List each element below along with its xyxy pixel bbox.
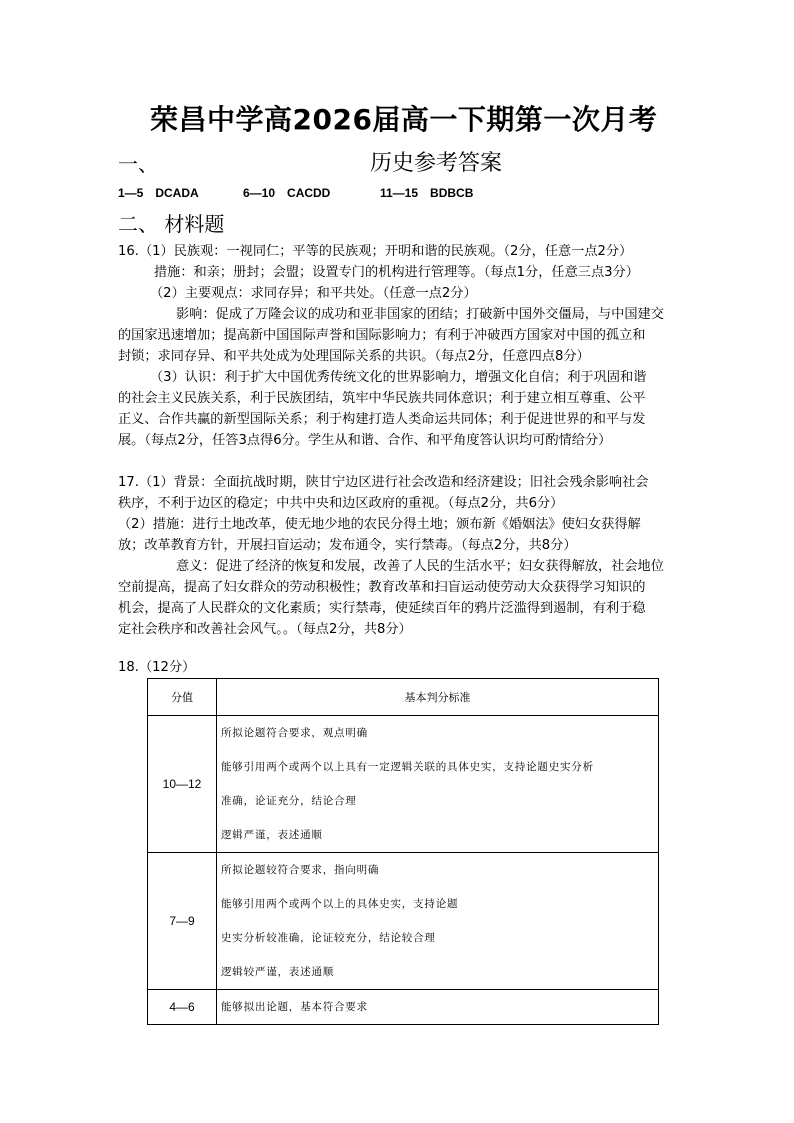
q18-heading: 18.（12分） [118,660,196,675]
answer-group-1: 1—5 DCADA [118,186,199,200]
criteria-line: 能够引用两个或两个以上具有一定逻辑关联的具体史实，支持论题史实分析 [221,761,594,773]
q17-line-4: 放；改革教育方针，开展扫盲运动；发布通令，实行禁毒。（每点2分，共8分） [118,538,577,553]
q16-line-2: 措施：和亲；册封；会盟；设置专门的机构进行管理等。（每点1分，任意三点3分） [154,265,639,280]
criteria-line: 能够引用两个或两个以上的具体史实，支持论题 [221,898,459,910]
section-1-number: 一、 [118,152,158,176]
table-header-row [148,679,659,716]
q17-line-1: 17.（1）背景：全面抗战时期，陕甘宁边区进行社会改造和经济建设；旧社会残余影响社会 [118,475,649,490]
criteria-line: 逻辑较严谨，表述通顺 [221,966,334,978]
criteria-line: 所拟论题符合要求，观点明确 [221,727,368,739]
q17-line-5: 意义：促进了经济的恢复和发展，改善了人民的生活水平；妇女获得解放，社会地位 [176,559,664,574]
q17-line-7: 机会，提高了人民群众的文化素质；实行禁毒，使延续百年的鸦片泛滥得到遏制，有利于稳 [118,601,646,616]
q17-line-3: （2）措施：进行土地改革，使无地少地的农民分得土地；颁布新《婚姻法》使妇女获得解 [118,517,641,532]
score-range: 10—12 [148,716,217,853]
q17-line-2: 秩序，不利于边区的稳定；中共中央和边区政府的重视。（每点2分，共6分） [118,496,564,511]
table-row [148,990,659,1025]
criteria-cell [217,990,659,1025]
q16-line-9: 正义、合作共赢的新型国际关系；利于构建打造人类命运共同体；利于促进世界的和平与发 [118,412,646,427]
q16-line-1: 16.（1）民族观：一视同仁；平等的民族观；开明和谐的民族观。（2分，任意一点2分） [118,244,633,259]
q16-line-6: 封锁；求同存异、和平共处成为处理国际关系的共识。（每点2分，任意四点8分） [118,349,590,364]
q16-line-4: 影响：促成了万隆会议的成功和亚非国家的团结；打破新中国外交僵局，与中国建交 [176,307,664,322]
q16-line-7: （3）认识：利于扩大中国优秀传统文化的世界影响力，增强文化自信；利于巩固和谐 [150,370,647,385]
criteria-line: 史实分析较准确，论证较充分，结论较合理 [221,932,436,944]
score-range: 7—9 [148,853,217,990]
section-1-title: 历史参考答案 [370,151,503,176]
criteria-line: 准确，论证充分，结论合理 [221,795,357,807]
q16-line-8: 的社会主义民族关系，利于民族团结，筑牢中华民族共同体意识；利于建立相互尊重、公平 [118,391,646,406]
criteria-cell [217,716,659,853]
scoring-table [147,678,659,1025]
table-header-criteria: 基本判分标准 [217,679,659,716]
q16-line-3: （2）主要观点：求同存异；和平共处。（任意一点2分） [150,286,477,301]
q16-line-10: 展。（每点2分，任答3点得6分。学生从和谐、合作、和平角度答认识均可酌情给分） [118,433,612,448]
section-2-title: 二、 材料题 [118,212,225,236]
criteria-line: 能够拟出论题，基本符合要求 [221,1001,368,1013]
criteria-cell [217,853,659,990]
page-title: 荣昌中学高2026届高一下期第一次月考 [150,103,658,136]
answer-group-3: 11—15 BDBCB [380,186,474,200]
score-range: 4—6 [148,990,217,1025]
q17-line-6: 空前提高，提高了妇女群众的劳动积极性；教育改革和扫盲运动使劳动大众获得学习知识的 [118,580,646,595]
criteria-line: 所拟论题较符合要求，指向明确 [221,864,380,876]
table-row [148,716,659,853]
q17-line-8: 定社会秩序和改善社会风气。。（每点2分，共8分） [118,622,412,637]
criteria-line: 逻辑严谨，表述通顺 [221,829,323,841]
table-header-score: 分值 [148,679,217,716]
q16-line-5: 的国家迅速增加；提高新中国国际声誉和国际影响力；有利于冲破西方国家对中国的孤立和 [118,328,646,343]
table-row [148,853,659,990]
answer-group-2: 6—10 CACDD [243,186,331,200]
